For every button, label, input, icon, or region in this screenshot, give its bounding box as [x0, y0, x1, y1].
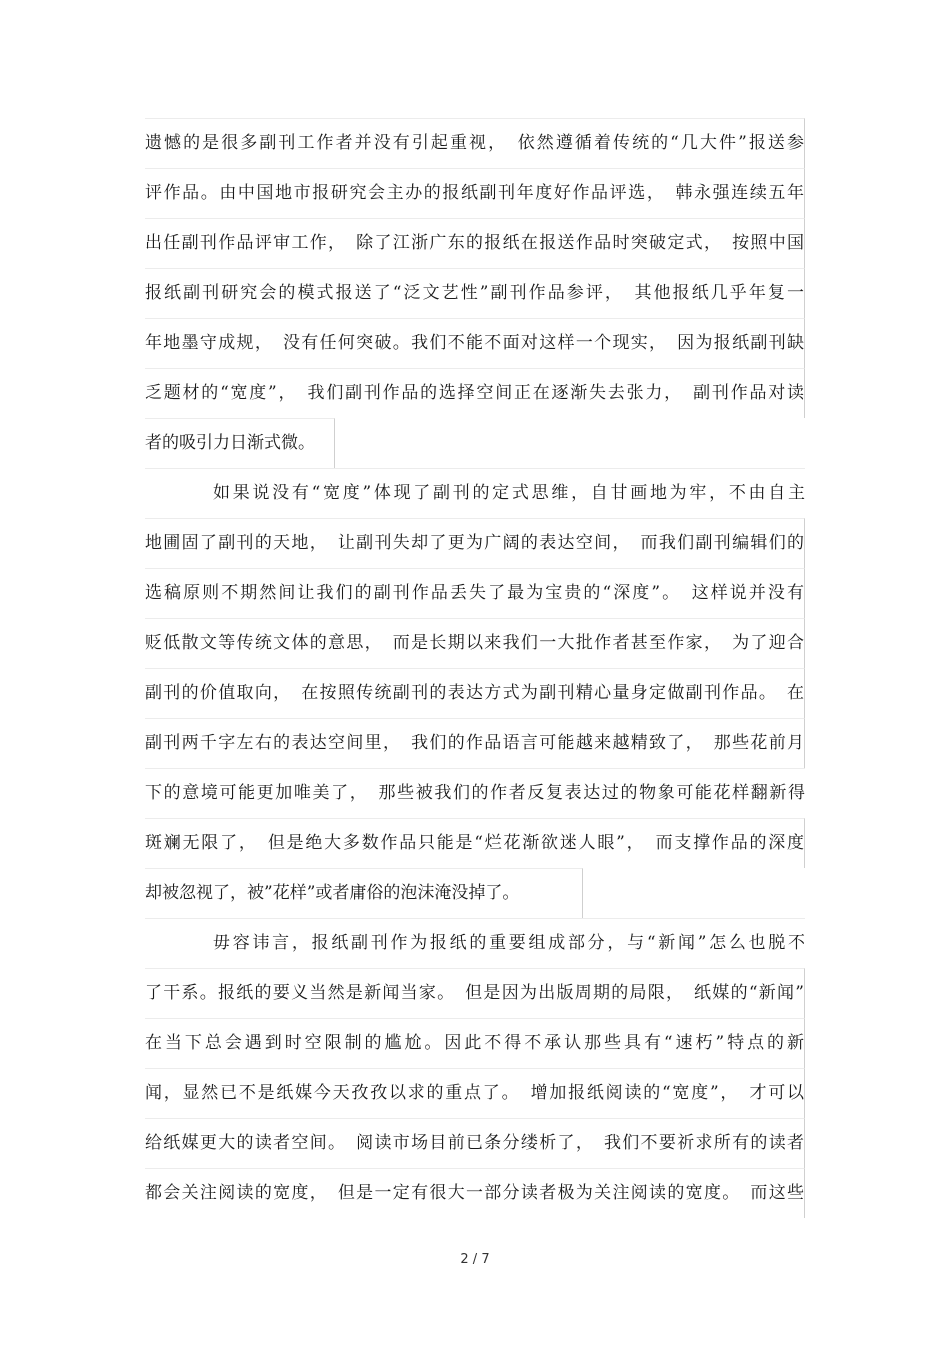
text-line	[145, 118, 805, 168]
text-line	[145, 368, 805, 418]
text-line	[145, 668, 805, 718]
text-line-content: 都会关注阅读的宽度， 但是一定有很大一部分读者极为关注阅读的宽度。 而这些	[145, 1183, 804, 1203]
text-line-content: 报纸副刊研究会的模式报送了“泛文艺性”副刊作品参评， 其他报纸几乎年复一	[145, 283, 804, 303]
text-line	[145, 918, 805, 968]
text-line	[145, 968, 805, 1018]
text-line-content: 了干系。报纸的要义当然是新闻当家。 但是因为出版周期的局限， 纸媒的“新闻”	[145, 983, 804, 1003]
text-line	[145, 1068, 805, 1118]
text-line-content: 在当下总会遇到时空限制的尴尬。因此不得不承认那些具有“速朽”特点的新	[145, 1033, 804, 1053]
text-line	[145, 868, 583, 918]
text-line-content: 年地墨守成规， 没有任何突破。我们不能不面对这样一个现实， 因为报纸副刊缺	[145, 333, 804, 353]
text-line-content: 副刊两千字左右的表达空间里， 我们的作品语言可能越来越精致了， 那些花前月	[145, 733, 804, 753]
text-line	[145, 318, 805, 368]
text-line	[145, 768, 805, 818]
text-line-content: 下的意境可能更加唯美了， 那些被我们的作者反复表达过的物象可能花样翻新得	[145, 783, 805, 803]
text-line-content: 遗憾的是很多副刊工作者并没有引起重视， 依然遵循着传统的“几大件”报送参	[145, 133, 804, 153]
text-line-content: 乏题材的“宽度”， 我们副刊作品的选择空间正在逐渐失去张力， 副刊作品对读	[145, 383, 804, 403]
text-line	[145, 618, 805, 668]
text-line-content: 如果说没有“宽度”体现了副刊的定式思维，自甘画地为牢，不由自主	[213, 483, 805, 503]
text-line-content: 给纸媒更大的读者空间。 阅读市场目前已条分缕析了， 我们不要祈求所有的读者	[145, 1133, 804, 1153]
text-line-content: 毋容讳言，报纸副刊作为报纸的重要组成部分，与“新闻”怎么也脱不	[213, 933, 805, 953]
text-line-content: 斑斓无限了， 但是绝大多数作品只能是“烂花渐欲迷人眼”， 而支撑作品的深度	[145, 833, 804, 853]
text-line-content: 副刊的价值取向， 在按照传统副刊的表达方式为副刊精心量身定做副刊作品。 在	[145, 683, 804, 703]
text-line	[145, 418, 335, 468]
text-line	[145, 568, 805, 618]
text-line	[145, 518, 805, 568]
text-line-content: 贬低散文等传统文体的意思， 而是长期以来我们一大批作者甚至作家， 为了迎合	[145, 633, 804, 653]
text-line	[145, 168, 805, 218]
text-line-content: 评作品。由中国地市报研究会主办的报纸副刊年度好作品评选， 韩永强连续五年	[145, 183, 804, 203]
text-line	[145, 468, 805, 518]
text-line	[145, 218, 805, 268]
text-line	[145, 718, 805, 768]
text-line-content: 却被忽视了，被”花样”或者庸俗的泡沫淹没掉了。	[145, 883, 520, 903]
text-line	[145, 1118, 805, 1168]
text-line	[145, 1018, 805, 1068]
text-line-content: 选稿原则不期然间让我们的副刊作品丢失了最为宝贵的“深度”。 这样说并没有	[145, 583, 804, 603]
text-line	[145, 268, 805, 318]
text-line	[145, 1168, 805, 1218]
text-line-content: 出任副刊作品评审工作， 除了江浙广东的报纸在报送作品时突破定式， 按照中国	[145, 233, 804, 253]
text-line-content: 闻，显然已不是纸媒今天孜孜以求的重点了。 增加报纸阅读的“宽度”， 才可以	[145, 1083, 804, 1103]
page-number: 2 / 7	[460, 1252, 490, 1267]
text-line	[145, 818, 805, 868]
text-line-content: 地圃固了副刊的天地， 让副刊失却了更为广阔的表达空间， 而我们副刊编辑们的	[145, 533, 804, 553]
text-line-content: 者的吸引力日渐式微。	[145, 433, 315, 453]
